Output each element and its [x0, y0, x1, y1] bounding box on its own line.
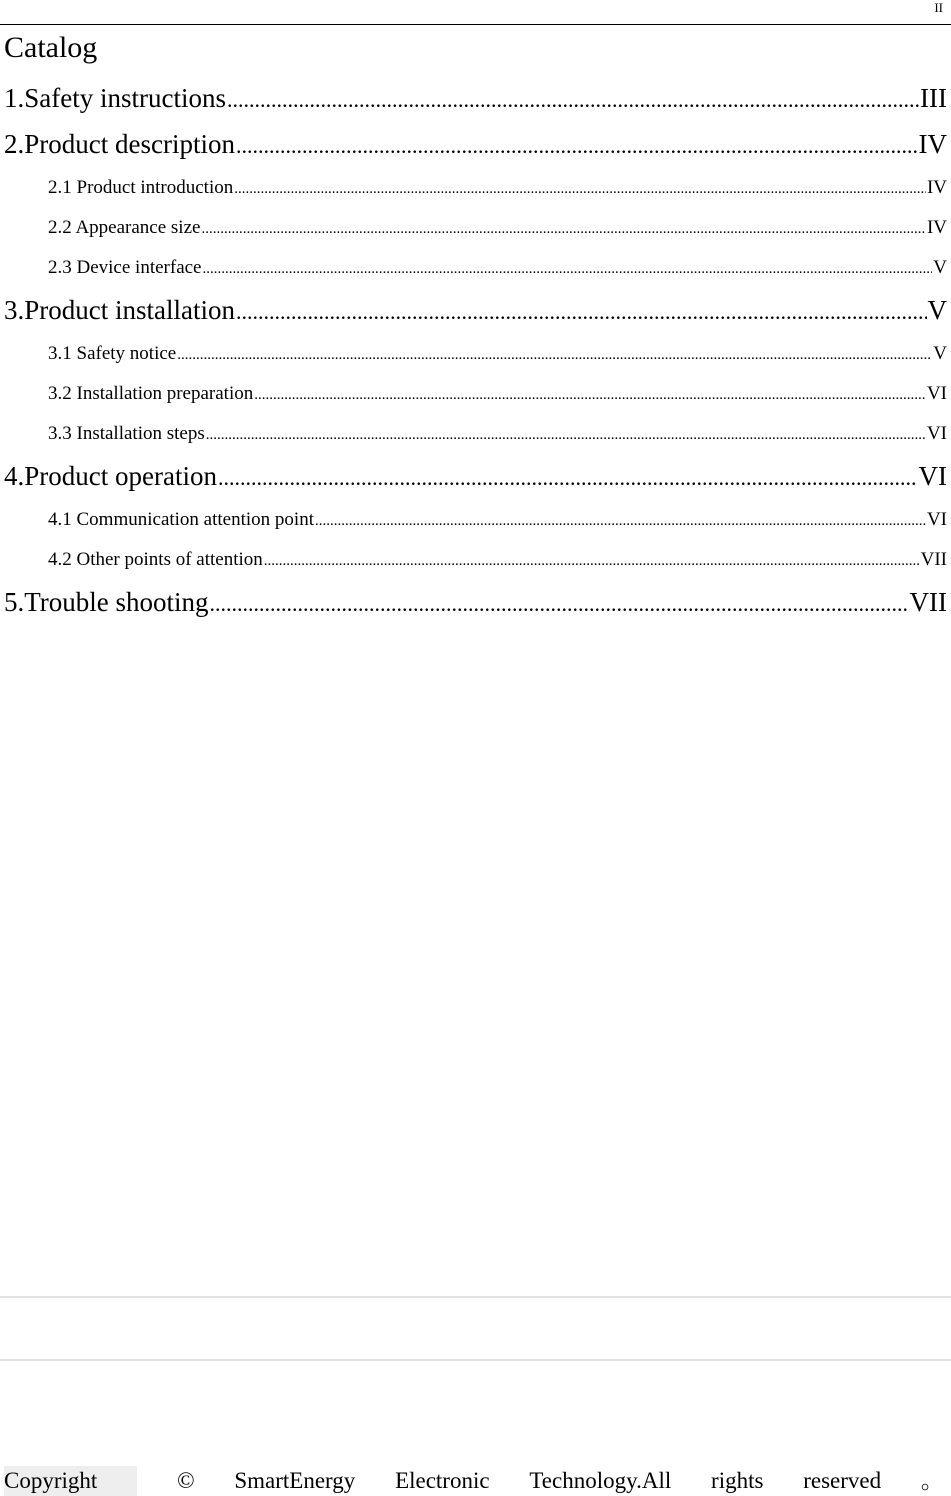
toc-entry-product-operation[interactable]: [0, 456, 947, 502]
copyright-symbol: ©: [177, 1468, 195, 1493]
copyright-word: SmartEnergy: [234, 1468, 356, 1493]
toc-leader-dots: [206, 416, 926, 453]
copyright-notice: [4, 1466, 944, 1496]
toc-entry-page: VII: [920, 549, 947, 570]
toc-leader-dots: [227, 78, 919, 120]
toc-entry-page: IV: [918, 129, 947, 159]
toc-leader-dots: [254, 376, 926, 413]
copyright-word: reserved: [803, 1468, 882, 1493]
catalog-title: Catalog: [4, 31, 98, 64]
toc-entry-label: 2.Product description: [4, 129, 235, 159]
footer-rule-bottom: [0, 1359, 951, 1361]
toc-entry-label: 3.1 Safety notice: [48, 343, 177, 364]
footer-rule-top: [0, 1296, 951, 1298]
toc-entry-installation-preparation[interactable]: [0, 376, 947, 416]
toc-entry-product-installation[interactable]: [0, 290, 947, 336]
toc-entry-page: IV: [926, 177, 947, 198]
toc-entry-page: VI: [926, 383, 947, 404]
toc-entry-communication-attention-point[interactable]: [0, 502, 947, 542]
toc-entry-page: V: [933, 257, 947, 278]
toc-entry-page: VI: [926, 509, 947, 530]
toc-entry-page: V: [933, 343, 947, 364]
toc-entry-other-points-of-attention[interactable]: [0, 542, 947, 582]
toc-leader-dots: [264, 542, 920, 579]
toc-entry-label: 3.Product installation: [4, 295, 235, 325]
copyright-word: rights: [711, 1468, 764, 1493]
toc-entry-page: IV: [926, 217, 947, 238]
toc-entry-device-interface[interactable]: [0, 250, 947, 290]
copyright-period: 。: [920, 1468, 944, 1493]
toc-leader-dots: [177, 336, 932, 373]
toc-leader-dots: [203, 250, 933, 287]
header-rule: [0, 24, 951, 25]
toc-entry-appearance-size[interactable]: [0, 210, 947, 250]
toc-leader-dots: [234, 170, 926, 207]
toc-entry-page: VI: [918, 461, 947, 491]
toc-entry-label: 1.Safety instructions: [4, 83, 226, 113]
toc-entry-label: 2.1 Product introduction: [48, 177, 234, 198]
toc-leader-dots: [236, 124, 918, 166]
toc-leader-dots: [210, 582, 909, 624]
toc-entry-page: V: [927, 295, 947, 325]
toc-entry-label: 4.1 Communication attention point: [48, 509, 314, 530]
toc-leader-dots: [315, 502, 926, 539]
copyright-word: Technology.All: [529, 1468, 672, 1493]
toc-entry-label: 3.3 Installation steps: [48, 423, 205, 444]
toc-leader-dots: [201, 210, 925, 247]
toc-entry-label: 4.Product operation: [4, 461, 217, 491]
toc-leader-dots: [218, 456, 918, 498]
toc-entry-page: VII: [909, 587, 947, 617]
table-of-contents: [0, 78, 947, 628]
toc-entry-product-introduction[interactable]: [0, 170, 947, 210]
copyright-word: Electronic: [395, 1468, 490, 1493]
toc-leader-dots: [236, 290, 927, 332]
toc-entry-page: VI: [926, 423, 947, 444]
toc-entry-product-description[interactable]: [0, 124, 947, 170]
toc-entry-safety-instructions[interactable]: [0, 78, 947, 124]
toc-entry-label: 3.2 Installation preparation: [48, 383, 254, 404]
toc-entry-page: III: [920, 83, 947, 113]
toc-entry-label: 5.Trouble shooting: [4, 587, 209, 617]
toc-entry-safety-notice[interactable]: [0, 336, 947, 376]
toc-entry-installation-steps[interactable]: [0, 416, 947, 456]
toc-entry-trouble-shooting[interactable]: [0, 582, 947, 628]
toc-entry-label: 2.2 Appearance size: [48, 217, 201, 238]
toc-entry-label: 2.3 Device interface: [48, 257, 202, 278]
toc-entry-label: 4.2 Other points of attention: [48, 549, 263, 570]
page-number: II: [934, 0, 943, 15]
copyright-word: Copyright: [4, 1466, 137, 1496]
